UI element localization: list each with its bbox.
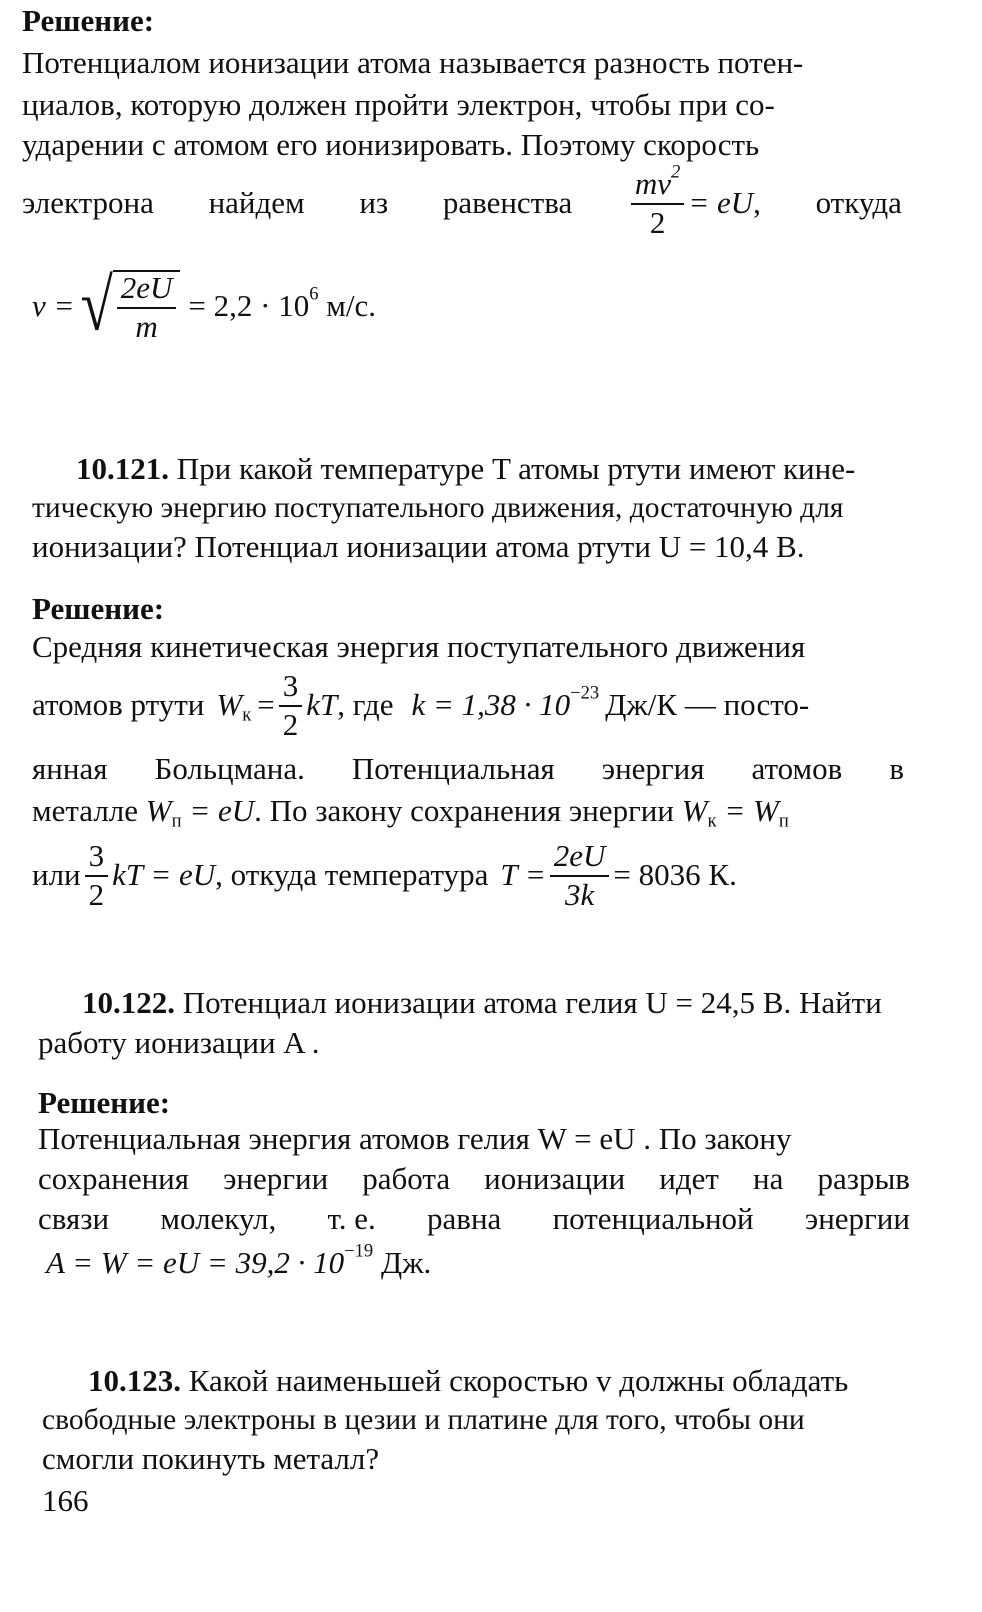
equation-rhs: = eU bbox=[688, 185, 754, 221]
word: т. е. bbox=[327, 1201, 376, 1236]
word: равна bbox=[427, 1201, 502, 1236]
word: ионизации bbox=[484, 1161, 626, 1196]
numerator-exponent: 2 bbox=[671, 161, 681, 183]
word: потенциальной bbox=[552, 1201, 754, 1236]
word: электрона bbox=[22, 185, 154, 221]
word: атомов bbox=[751, 751, 843, 786]
square-root bbox=[80, 264, 180, 346]
text: или bbox=[32, 857, 81, 893]
equals: = bbox=[257, 687, 275, 723]
problem-10-121-line-1 bbox=[76, 450, 855, 489]
problem-10-122-line-2: работу ионизации A . bbox=[38, 1025, 320, 1060]
problem-text: Какой наименьшей скоростью v должны обладать bbox=[188, 1363, 849, 1398]
word: найдем bbox=[208, 185, 305, 221]
problem-10-121-line-2: тическую энергию поступательного движения, достаточную для bbox=[32, 492, 844, 524]
word: разрыв bbox=[817, 1161, 910, 1196]
solution-10-122-line-2 bbox=[38, 1160, 910, 1199]
word: работа bbox=[362, 1161, 451, 1196]
problem-number: 10.123. bbox=[88, 1363, 181, 1398]
solution-10-121-line-4 bbox=[32, 792, 789, 831]
solution-10-122-line-3 bbox=[38, 1200, 910, 1239]
word: откуда bbox=[815, 185, 902, 221]
page-number: 166 bbox=[42, 1483, 89, 1518]
sqrt-denominator: m bbox=[135, 308, 158, 344]
energy-equality: $W_к = W_п$ bbox=[681, 793, 789, 832]
word: на bbox=[753, 1161, 784, 1196]
temperature-result: = 8036 К. bbox=[613, 857, 737, 893]
solution-10-121-line-3 bbox=[32, 750, 904, 789]
word: из bbox=[359, 185, 389, 221]
problem-text: При какой температуре T атомы ртути имеют кине- bbox=[176, 451, 856, 486]
top-solution-line-1: Потенциалом ионизации атома называется разность потен- bbox=[22, 45, 804, 80]
text: , где bbox=[337, 687, 394, 723]
velocity-exponent: 6 bbox=[309, 283, 319, 305]
text: Дж/К — посто- bbox=[605, 687, 810, 723]
word: в bbox=[889, 751, 904, 786]
kT: kT bbox=[306, 687, 338, 723]
word: энергии bbox=[223, 1161, 329, 1196]
top-solution-line-2: циалов, которую должен пройти электрон, чтобы при со- bbox=[22, 87, 775, 122]
solution-10-122-line-1: Потенциальная энергия атомов гелия W = eU . По закону bbox=[38, 1121, 792, 1156]
three-halves-fraction: $\frac{3}{2}$ bbox=[85, 840, 109, 911]
top-solution-line-4 bbox=[22, 161, 902, 240]
word: Потенциальная bbox=[351, 751, 555, 786]
word: идет bbox=[659, 1161, 719, 1196]
problem-10-121-line-3: ионизации? Потенциал ионизации атома ртути U = 10,4 В. bbox=[32, 529, 805, 564]
top-solution-heading: Решение: bbox=[22, 3, 155, 38]
fraction-numerator: mv bbox=[634, 166, 672, 201]
solution-10-121-heading: Решение: bbox=[32, 591, 165, 626]
text: . По закону сохранения энергии bbox=[254, 793, 674, 828]
word: энергия bbox=[601, 751, 705, 786]
problem-text: Потенциал ионизации атома гелия U = 24,5 В. Найти bbox=[182, 985, 882, 1020]
velocity-lhs: v = bbox=[32, 288, 75, 324]
word: Больцмана. bbox=[154, 751, 305, 786]
solution-10-121-line-5 bbox=[32, 840, 737, 911]
solution-10-121-line-1: Средняя кинетическая энергия поступательного движения bbox=[32, 629, 806, 664]
temperature-fraction: $\frac{2eU}{3k}$ bbox=[550, 840, 610, 911]
temperature-lhs: T = bbox=[500, 857, 546, 893]
word: связи bbox=[38, 1201, 110, 1236]
word: молекул, bbox=[160, 1201, 277, 1236]
unit: Дж. bbox=[380, 1245, 432, 1280]
velocity-formula bbox=[32, 264, 377, 346]
sqrt-numerator: 2eU bbox=[117, 272, 177, 309]
word: энергии bbox=[804, 1201, 910, 1236]
potential-energy-symbol: $W_п$ bbox=[145, 793, 182, 832]
word: сохранения bbox=[38, 1161, 190, 1196]
velocity-result: = $2,2 \cdot 10^6$ м/с. bbox=[188, 283, 377, 324]
problem-10-123-line-1 bbox=[88, 1362, 848, 1401]
sqrt-sign-icon: √ bbox=[80, 264, 113, 346]
equation: = eU bbox=[189, 793, 255, 828]
word: равенства bbox=[442, 185, 573, 221]
kinetic-energy-symbol: $W_к$ bbox=[216, 687, 252, 726]
sqrt-fraction bbox=[117, 272, 177, 343]
problem-number: 10.122. bbox=[82, 985, 175, 1020]
energy-equation bbox=[627, 161, 761, 240]
three-halves-fraction: $\frac{3}{2}$ bbox=[279, 670, 303, 741]
kinetic-energy-fraction bbox=[631, 161, 684, 240]
solution-10-122-line-4 bbox=[46, 1240, 432, 1283]
word: янная bbox=[32, 751, 108, 786]
boltzmann-value: $k = 1,38 \cdot 10^{-23}$ bbox=[411, 682, 600, 723]
equation-comma: , bbox=[753, 185, 761, 221]
text: , откуда температура bbox=[215, 857, 489, 893]
problem-10-122-line-1 bbox=[82, 984, 882, 1023]
problem-10-123-line-2: свободные электроны в цезии и платине для того, чтобы они bbox=[42, 1404, 805, 1436]
solution-10-121-line-2 bbox=[32, 670, 809, 741]
ionization-work-formula: A = W = eU = 39,2 · 10 bbox=[46, 1245, 345, 1280]
velocity-unit: м/с. bbox=[326, 288, 377, 324]
text: металле bbox=[32, 793, 139, 828]
exponent: −19 bbox=[344, 1240, 374, 1262]
text: атомов ртути bbox=[32, 687, 205, 723]
equation: kT = eU bbox=[112, 857, 216, 893]
problem-10-123-line-3: смогли покинуть металл? bbox=[42, 1441, 380, 1476]
top-solution-line-3: ударении с атомом его ионизировать. Поэтому скорость bbox=[22, 127, 760, 162]
solution-10-122-heading: Решение: bbox=[38, 1085, 171, 1120]
problem-number: 10.121. bbox=[76, 451, 169, 486]
fraction-denominator: 2 bbox=[649, 204, 666, 240]
